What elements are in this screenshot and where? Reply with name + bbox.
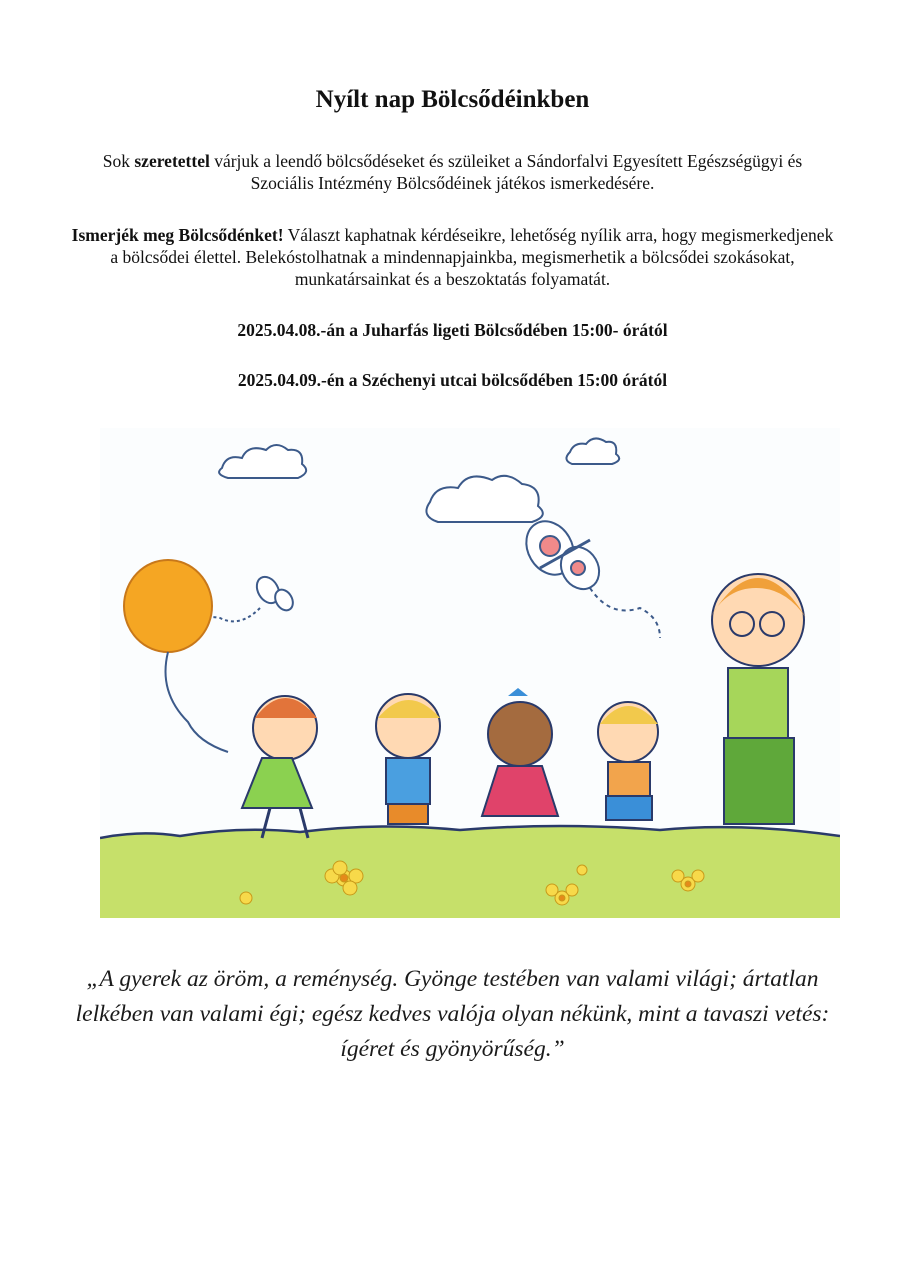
event-date-2: 2025.04.09.-én a Széchenyi utcai bölcsődében 15:00 órától — [237, 370, 668, 390]
quote-text: „A gyerek az öröm, a reménység. Gyönge testében van valami világi; ártatlan lelkében van valami égi; egész kedves valója olyan nékünk, mint a tavaszi vetés: ígéret és gyönyörűség.” — [75, 966, 830, 1062]
child-figure — [598, 702, 658, 820]
grass-field — [100, 826, 840, 918]
details-heading: Ismerjék meg Bölcsődénket! — [71, 225, 284, 245]
intro-paragraph — [70, 150, 835, 194]
page-title: Nyílt nap Bölcsődéinkben — [315, 86, 590, 113]
child-figure — [376, 694, 440, 824]
intro-text-start: Sok — [102, 151, 135, 171]
details-paragraph — [70, 224, 835, 290]
intro-text-end: várjuk a leendő bölcsődéseket és szüleiket a Sándorfalvi Egyesített Egészségügyi és Szociális Intézmény Bölcsődéinek játékos ismerkedésére. — [209, 151, 803, 193]
children-illustration — [100, 428, 840, 918]
event-date-1: 2025.04.08.-án a Juharfás ligeti Bölcsődében 15:00- órától — [237, 320, 668, 340]
intro-emphasis: szeretettel — [134, 151, 210, 171]
details-text: Választ kaphatnak kérdéseikre, lehetőség nyílik arra, hogy megismerkedjenek a bölcsődei élettel. Belekóstolhatnak a mindennapjainkba, megismerhetik a bölcsődei szokásokat, munkatársainkat és a beszoktatás folyamatát. — [110, 225, 834, 289]
